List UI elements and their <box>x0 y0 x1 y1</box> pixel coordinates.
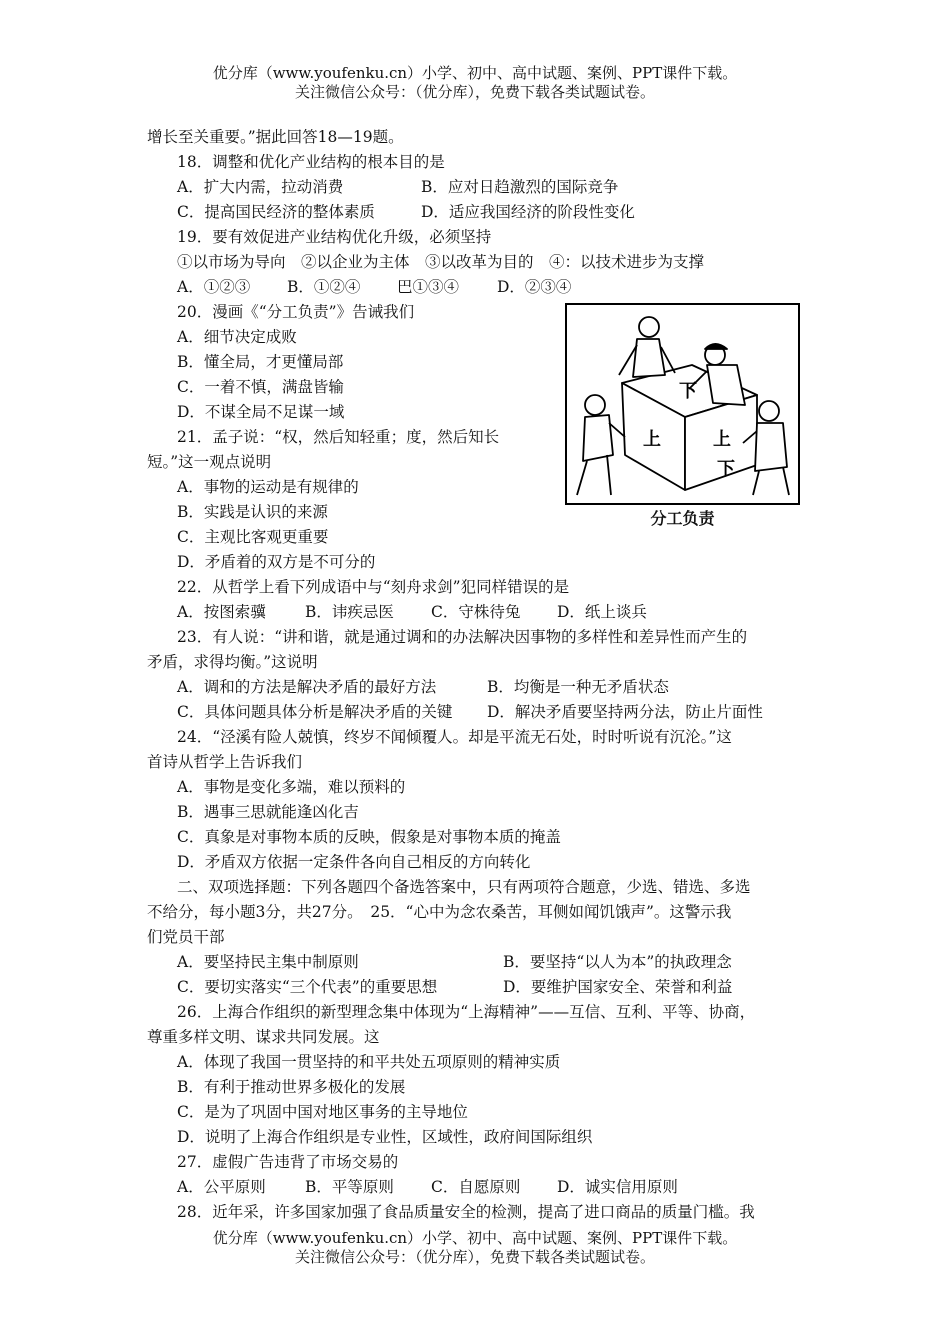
q24-option-c: C．真象是对事物本质的反映，假象是对事物本质的掩盖 <box>177 828 561 846</box>
q19-options <box>177 277 571 297</box>
section2-line-2: 不给分，每小题3分，共27分。 25．“心中为念农桑苦，耳侧如闻饥饿声”。这警示我 <box>147 903 732 921</box>
q28-stem-1: 28．近年采，许多国家加强了食品质量安全的检测，提高了进口商品的质量门槛。我 <box>177 1203 755 1221</box>
q25-option-a: A．要坚持民主集中制原则 <box>177 953 359 971</box>
header-line-2: 关注微信公众号：（优分库），免费下载各类试题试卷。 <box>294 83 655 101</box>
q22-options <box>177 602 647 622</box>
q26-stem-1: 26．上海合作组织的新型理念集中体现为“上海精神”——互信、互利、平等、协商， <box>177 1003 756 1021</box>
q21-stem-1: 21．孟子说：“权，然后知轻重；度，然后知长 <box>177 428 500 446</box>
q18-option-c: C．提高国民经济的整体素质 <box>177 203 375 221</box>
section2-line-3: 们党员干部 <box>147 928 225 946</box>
q21-option-d: D．矛盾着的双方是不可分的 <box>177 553 376 571</box>
q19-option-c: 巴①③④ <box>397 278 460 296</box>
q18-option-d: D．适应我国经济的阶段性变化 <box>421 203 635 221</box>
q27-option-c: C．自愿原则 <box>431 1178 521 1196</box>
q18-stem: 18．调整和优化产业结构的根本目的是 <box>177 153 445 171</box>
footer-line-1: 优分库（www.youfenku.cn）小学、初中、高中试题、案例、PPT课件下载。 <box>212 1229 738 1247</box>
cartoon-drawing <box>567 305 798 503</box>
q27-options <box>177 1177 678 1197</box>
q18-option-a: A．扩大内需，拉动消费 <box>177 178 344 196</box>
q23-stem-1: 23．有人说：“讲和谐，就是通过调和的办法解决因事物的多样性和差异性而产生的 <box>177 628 748 646</box>
q23-option-d: D．解决矛盾要坚持两分法，防止片面性 <box>487 703 763 721</box>
q21-stem-2: 短。”这一观点说明 <box>147 453 272 471</box>
q20-option-b: B．懂全局，才更懂局部 <box>177 353 344 371</box>
header-line-1: 优分库（www.youfenku.cn）小学、初中、高中试题、案例、PPT课件下载。 <box>212 64 738 82</box>
q19-option-a: A．①②③ <box>177 278 251 296</box>
q21-option-c: C．主观比客观更重要 <box>177 528 329 546</box>
q20-option-c: C．一着不慎，满盘皆输 <box>177 378 344 396</box>
q18-options-row1 <box>177 177 618 197</box>
q22-stem: 22．从哲学上看下列成语中与“刻舟求剑”犯同样错误的是 <box>177 578 570 596</box>
q19-option-b: B．①②④ <box>287 278 361 296</box>
cartoon-caption: 分工负责 <box>650 509 715 528</box>
q27-stem: 27．虚假广告违背了市场交易的 <box>177 1153 399 1171</box>
q26-stem-2: 尊重多样文明、谋求共同发展。这 <box>147 1028 380 1046</box>
q27-option-d: D．诚实信用原则 <box>557 1178 678 1196</box>
q23-option-c: C．具体问题具体分析是解决矛盾的关键 <box>177 703 453 721</box>
intro-tail: 增长至关重要。”据此回答18—19题。 <box>147 128 404 146</box>
q24-stem-2: 首诗从哲学上告诉我们 <box>147 753 303 771</box>
q19-option-d: D．②③④ <box>497 278 572 296</box>
q25-options-row1 <box>177 952 732 972</box>
q23-stem-2: 矛盾，求得均衡。”这说明 <box>147 653 318 671</box>
q25-options-row2 <box>177 977 732 997</box>
q27-option-b: B．平等原则 <box>305 1178 394 1196</box>
q24-option-d: D．矛盾双方依据一定条件各向自己相反的方向转化 <box>177 853 531 871</box>
q24-option-b: B．遇事三思就能逢凶化吉 <box>177 803 359 821</box>
q18-options-row2 <box>177 202 635 222</box>
cartoon-image <box>565 303 800 505</box>
q21-option-a: A．事物的运动是有规律的 <box>177 478 359 496</box>
q24-option-a: A．事物是变化多端，难以预料的 <box>177 778 406 796</box>
q23-option-a: A．调和的方法是解决矛盾的最好方法 <box>177 678 437 696</box>
q20-option-d: D．不谋全局不足谋一域 <box>177 403 345 421</box>
q25-option-b: B．要坚持“以人为本”的执政理念 <box>503 953 732 971</box>
q26-option-a: A．体现了我国一贯坚持的和平共处五项原则的精神实质 <box>177 1053 561 1071</box>
q26-option-b: B．有利于推动世界多极化的发展 <box>177 1078 406 1096</box>
box-char-top: 下 <box>679 381 697 402</box>
q23-option-b: B．均衡是一种无矛盾状态 <box>487 678 669 696</box>
box-char-right-bottom: 下 <box>717 459 735 480</box>
footer-line-2: 关注微信公众号：（优分库），免费下载各类试题试卷。 <box>294 1248 655 1266</box>
q26-option-c: C．是为了巩固中国对地区事务的主导地位 <box>177 1103 468 1121</box>
q22-option-b: B．讳疾忌医 <box>305 603 394 621</box>
q20-option-a: A．细节决定成败 <box>177 328 297 346</box>
q19-stem: 19．要有效促进产业结构优化升级，必须坚持 <box>177 228 492 246</box>
q25-option-d: D．要维护国家安全、荣誉和利益 <box>503 978 733 996</box>
q24-stem-1: 24．“泾溪有险人兢慎，终岁不闻倾覆人。却是平流无石处，时时听说有沉沦。”这 <box>177 728 732 746</box>
q20-stem: 20．漫画《“分工负责”》告诫我们 <box>177 303 415 321</box>
q19-items: ①以市场为导向 ②以企业为主体 ③以改革为目的 ④：以技术进步为支撑 <box>177 253 705 271</box>
q23-options-row2 <box>177 702 763 722</box>
page-header <box>0 64 950 102</box>
section2-line-1: 二、双项选择题：下列各题四个备选答案中，只有两项符合题意，少选、错选、多选 <box>177 878 751 896</box>
q21-option-b: B．实践是认识的来源 <box>177 503 328 521</box>
box-char-right: 上 <box>713 429 731 450</box>
q22-option-c: C．守株待兔 <box>431 603 521 621</box>
page-footer <box>0 1229 950 1267</box>
q25-option-c: C．要切实落实“三个代表”的重要思想 <box>177 978 438 996</box>
q18-option-b: B．应对日趋激烈的国际竞争 <box>421 178 619 196</box>
q26-option-d: D．说明了上海合作组织是专业性，区域性，政府间国际组织 <box>177 1128 593 1146</box>
q23-options-row1 <box>177 677 669 697</box>
q27-option-a: A．公平原则 <box>177 1178 266 1196</box>
box-char-left: 上 <box>643 429 661 450</box>
q22-option-a: A．按图索骥 <box>177 603 266 621</box>
q22-option-d: D．纸上谈兵 <box>557 603 647 621</box>
